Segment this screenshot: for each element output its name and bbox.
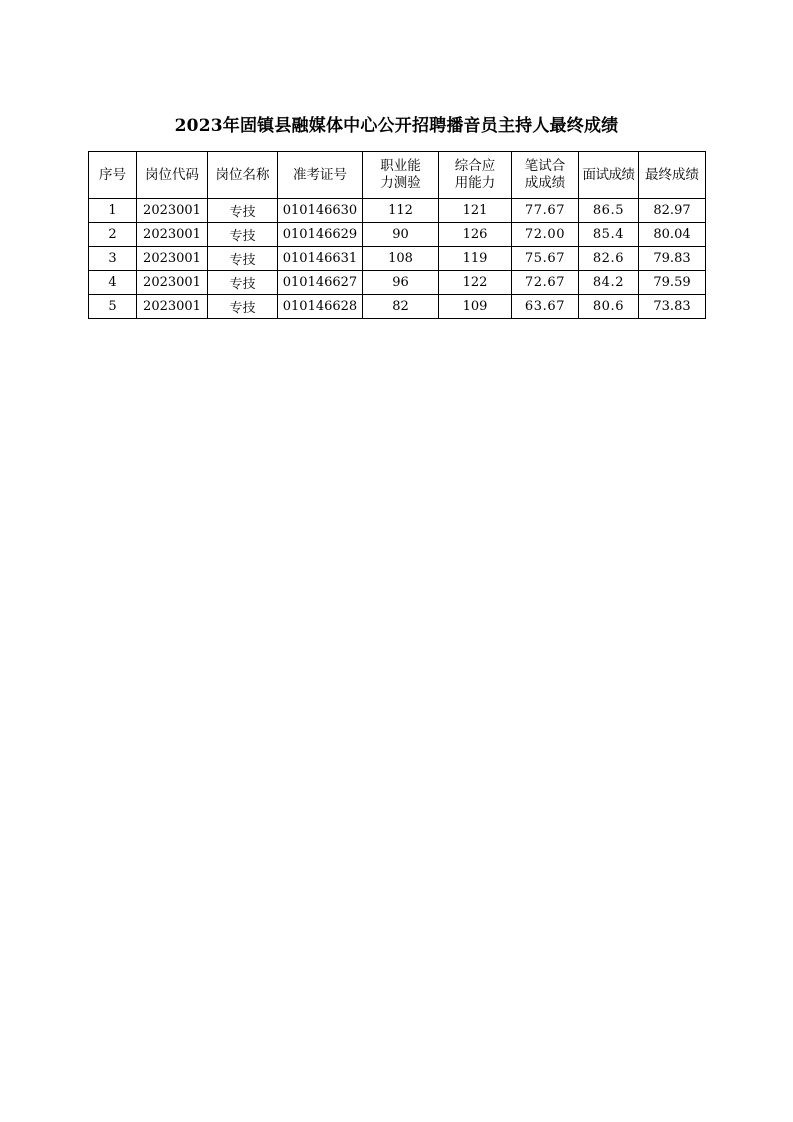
cell-applied: 119: [439, 247, 512, 271]
cell-applied: 126: [439, 223, 512, 247]
cell-seq: 3: [89, 247, 137, 271]
cell-applied: 109: [439, 295, 512, 319]
cell-seq: 5: [89, 295, 137, 319]
table-header-row: [89, 152, 706, 199]
score-table: [88, 151, 706, 319]
header-interview: 面试成绩: [579, 152, 639, 199]
header-post-code: 岗位代码: [137, 152, 208, 199]
cell-written: 72.00: [512, 223, 579, 247]
header-aptitude: [363, 152, 439, 199]
table-row: [89, 223, 706, 247]
cell-written: 75.67: [512, 247, 579, 271]
cell-post-name: 专技: [208, 199, 278, 223]
cell-post-name: 专技: [208, 271, 278, 295]
cell-seq: 4: [89, 271, 137, 295]
cell-aptitude: 96: [363, 271, 439, 295]
cell-post-name: 专技: [208, 295, 278, 319]
cell-aptitude: 108: [363, 247, 439, 271]
table-row: [89, 271, 706, 295]
table-row: [89, 295, 706, 319]
table-row: [89, 247, 706, 271]
cell-post-code: 2023001: [137, 223, 208, 247]
cell-aptitude: 90: [363, 223, 439, 247]
header-written-line2: 成成绩: [524, 175, 566, 191]
cell-interview: 82.6: [579, 247, 639, 271]
cell-interview: 86.5: [579, 199, 639, 223]
cell-final: 79.83: [639, 247, 706, 271]
cell-post-code: 2023001: [137, 295, 208, 319]
cell-seq: 2: [89, 223, 137, 247]
cell-interview: 85.4: [579, 223, 639, 247]
cell-final: 79.59: [639, 271, 706, 295]
cell-ticket: 010146630: [278, 199, 363, 223]
page-title: 2023年固镇县融媒体中心公开招聘播音员主持人最终成绩: [174, 116, 619, 136]
header-applied: [439, 152, 512, 199]
cell-post-code: 2023001: [137, 199, 208, 223]
header-post-name: 岗位名称: [208, 152, 278, 199]
cell-post-code: 2023001: [137, 247, 208, 271]
cell-ticket: 010146628: [278, 295, 363, 319]
cell-final: 73.83: [639, 295, 706, 319]
header-applied-line2: 用能力: [454, 175, 496, 191]
cell-written: 72.67: [512, 271, 579, 295]
header-applied-line1: 综合应: [454, 158, 496, 174]
cell-post-code: 2023001: [137, 271, 208, 295]
header-final: 最终成绩: [639, 152, 706, 199]
header-written-line1: 笔试合: [524, 158, 566, 174]
cell-ticket: 010146629: [278, 223, 363, 247]
cell-post-name: 专技: [208, 223, 278, 247]
cell-interview: 80.6: [579, 295, 639, 319]
cell-ticket: 010146631: [278, 247, 363, 271]
cell-interview: 84.2: [579, 271, 639, 295]
header-ticket: 准考证号: [278, 152, 363, 199]
cell-aptitude: 112: [363, 199, 439, 223]
cell-written: 77.67: [512, 199, 579, 223]
cell-final: 80.04: [639, 223, 706, 247]
cell-final: 82.97: [639, 199, 706, 223]
cell-post-name: 专技: [208, 247, 278, 271]
cell-ticket: 010146627: [278, 271, 363, 295]
header-written: [512, 152, 579, 199]
cell-applied: 121: [439, 199, 512, 223]
cell-written: 63.67: [512, 295, 579, 319]
header-aptitude-line1: 职业能: [380, 158, 421, 174]
header-seq: 序号: [89, 152, 137, 199]
table-row: [89, 199, 706, 223]
cell-aptitude: 82: [363, 295, 439, 319]
cell-seq: 1: [89, 199, 137, 223]
header-aptitude-line2: 力测验: [380, 175, 421, 191]
cell-applied: 122: [439, 271, 512, 295]
